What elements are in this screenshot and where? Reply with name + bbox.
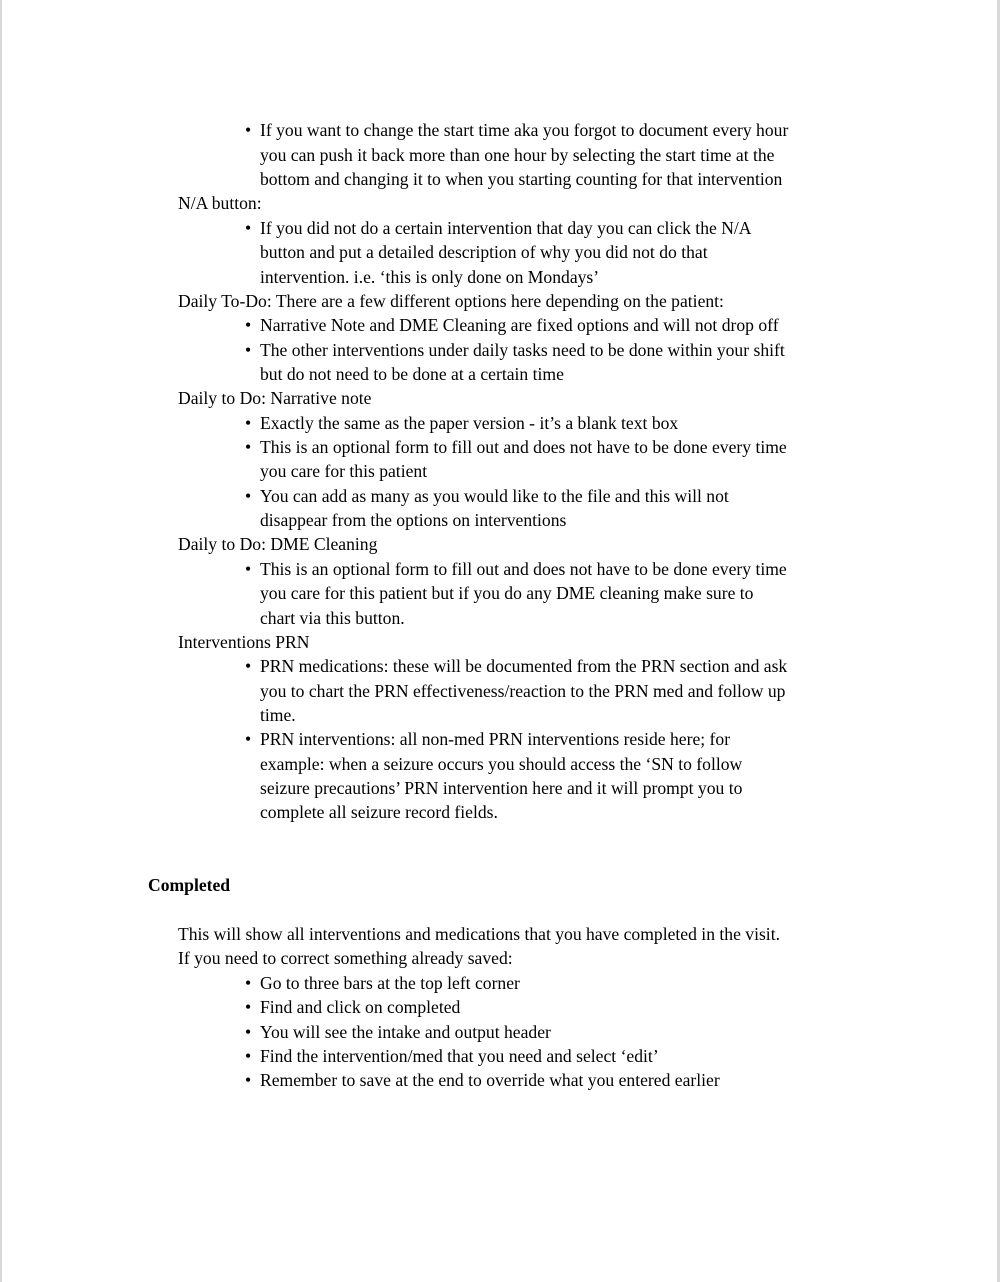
daily-todo-heading: Daily To-Do: There are a few different options here depending on the patient: xyxy=(178,291,724,311)
bullet-marker: • xyxy=(245,485,252,506)
bullet-marker: • xyxy=(245,997,252,1017)
bullet-marker: • xyxy=(245,656,252,676)
na-button-heading: N/A button: xyxy=(178,193,262,213)
bullet-marker: • xyxy=(245,972,252,993)
bullet-marker: • xyxy=(245,339,252,360)
bullet-text: If you did not do a certain intervention that day you can click the N/A xyxy=(260,217,752,238)
bullet-marker: • xyxy=(245,729,252,749)
completed-intro: This will show all interventions and medications that you have completed in the visit. xyxy=(178,924,780,944)
bullet-text: You can add as many as you would like to the file and this will not xyxy=(260,485,729,506)
bullet-text: but do not need to be done at a certain time xyxy=(260,364,564,384)
bullet-text: Find the intervention/med that you need and select ‘edit’ xyxy=(260,1046,659,1066)
bullet-text: Exactly the same as the paper version - it’s a blank text box xyxy=(260,412,679,433)
bullet-marker: • xyxy=(245,412,252,433)
completed-section-title: Completed xyxy=(148,875,231,895)
bullet-text: you can push it back more than one hour by selecting the start time at the xyxy=(260,144,775,165)
bullet-text: PRN interventions: all non-med PRN interventions reside here; for xyxy=(260,729,731,749)
narrative-note-heading: Daily to Do: Narrative note xyxy=(178,388,372,408)
bullet-text: button and put a detailed description of why you did not do that xyxy=(260,242,708,262)
interventions-prn-heading: Interventions PRN xyxy=(178,632,310,652)
bullet-text: Go to three bars at the top left corner xyxy=(260,972,520,993)
bullet-text: bottom and changing it to when you starting counting for that intervention xyxy=(260,169,783,189)
completed-intro: If you need to correct something already saved: xyxy=(178,948,513,968)
bullet-text: example: when a seizure occurs you should access the ‘SN to follow xyxy=(260,753,743,774)
bullet-text: This is an optional form to fill out and does not have to be done every time xyxy=(260,437,787,457)
bullet-text: time. xyxy=(260,705,296,725)
bullet-text: Narrative Note and DME Cleaning are fixed options and will not drop off xyxy=(260,315,779,335)
bullet-marker: • xyxy=(245,315,252,335)
bullet-marker: • xyxy=(245,217,252,238)
bullet-text: PRN medications: these will be documented from the PRN section and ask xyxy=(260,656,788,676)
bullet-marker: • xyxy=(245,1021,252,1042)
page-border-left xyxy=(0,0,2,1282)
bullet-text: you care for this patient xyxy=(260,461,428,481)
bullet-marker: • xyxy=(245,559,252,579)
bullet-text: This is an optional form to fill out and does not have to be done every time xyxy=(260,559,787,579)
bullet-text: seizure precautions’ PRN intervention here and it will prompt you to xyxy=(260,778,743,798)
bullet-marker: • xyxy=(245,1046,252,1066)
bullet-text: You will see the intake and output header xyxy=(260,1021,551,1042)
bullet-text: The other interventions under daily tasks need to be done within your shift xyxy=(260,339,785,360)
bullet-marker: • xyxy=(245,437,252,457)
bullet-text: you to chart the PRN effectiveness/reaction to the PRN med and follow up xyxy=(260,680,786,701)
bullet-text: disappear from the options on interventions xyxy=(260,510,567,530)
bullet-marker: • xyxy=(245,1070,252,1090)
bullet-text: If you want to change the start time aka you forgot to document every hour xyxy=(260,120,789,140)
dme-cleaning-heading: Daily to Do: DME Cleaning xyxy=(178,534,378,554)
bullet-text: intervention. i.e. ‘this is only done on Mondays’ xyxy=(260,266,600,287)
bullet-marker: • xyxy=(245,120,252,140)
bullet-text: Remember to save at the end to override what you entered earlier xyxy=(260,1070,720,1090)
bullet-text: you care for this patient but if you do any DME cleaning make sure to xyxy=(260,583,754,603)
bullet-text: chart via this button. xyxy=(260,607,405,628)
bullet-text: Find and click on completed xyxy=(260,997,461,1017)
bullet-text: complete all seizure record fields. xyxy=(260,802,498,822)
